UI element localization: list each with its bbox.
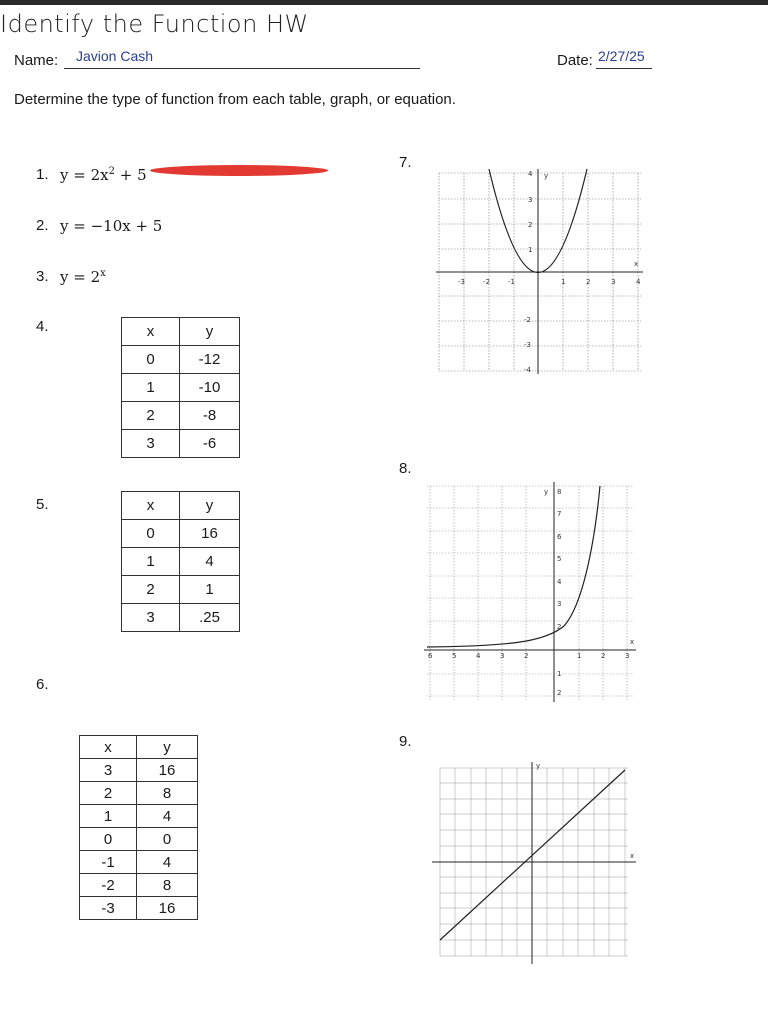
x-axis-label: x (630, 852, 635, 860)
table-header-y: y (180, 318, 240, 346)
x-tick-label: 3 (625, 652, 630, 660)
worksheet-title: Identify the Function HW (0, 10, 309, 38)
table-cell-y: 8 (137, 782, 198, 805)
question-3-lhs: y = 2 (60, 268, 101, 286)
question-6-number: 6. (36, 676, 49, 693)
table-cell-y: 1 (180, 576, 240, 604)
question-1-lhs: y = 2x (60, 166, 109, 184)
y-tick-label: 4 (557, 578, 562, 586)
question-1-rhs: + 5 (114, 166, 147, 184)
red-redaction-mark (150, 165, 328, 176)
date-label: Date: (557, 52, 593, 69)
x-tick-label: 2 (586, 278, 591, 286)
table-header-x: x (122, 318, 180, 346)
x-tick-label: 6 (428, 652, 433, 660)
table-header-y: y (180, 492, 240, 520)
table-row (122, 430, 240, 458)
table-cell-y: -8 (180, 402, 240, 430)
table-row (80, 828, 198, 851)
table-cell-y: 8 (137, 874, 198, 897)
x-tick-label: 3 (500, 652, 505, 660)
table-cell-x: 0 (80, 828, 137, 851)
x-axis-label: x (634, 260, 639, 268)
question-5-number: 5. (36, 496, 49, 513)
y-tick-label: 2 (557, 623, 562, 631)
y-axis-label: y (544, 488, 549, 496)
question-7-graph-svg (436, 166, 646, 376)
date-value: 2/27/25 (598, 48, 645, 64)
table-header-x: x (122, 492, 180, 520)
table-cell-y: .25 (180, 604, 240, 632)
x-tick-label: 5 (452, 652, 457, 660)
question-8-number: 8. (399, 460, 412, 477)
table-row (80, 851, 198, 874)
question-1-exponent: 2 (108, 166, 115, 177)
table-cell-x: 3 (80, 759, 137, 782)
y-tick-label: 3 (557, 600, 562, 608)
exponential-curve (427, 486, 600, 647)
table-header-row (122, 318, 240, 346)
question-9-number: 9. (399, 733, 412, 750)
question-1-number: 1. (36, 166, 49, 183)
y-axis-label: y (544, 172, 549, 180)
y-tick-label: 1 (528, 246, 533, 254)
y-tick-label: 6 (557, 533, 562, 541)
table-cell-y: 16 (137, 759, 198, 782)
table-cell-y: -6 (180, 430, 240, 458)
table-cell-x: 1 (122, 548, 180, 576)
y-tick-label: 1 (557, 670, 562, 678)
table-row (80, 759, 198, 782)
question-4-number: 4. (36, 318, 49, 335)
table-cell-y: 4 (137, 805, 198, 828)
question-6-table (79, 735, 198, 920)
table-cell-x: 1 (80, 805, 137, 828)
table-header-x: x (80, 736, 137, 759)
question-2-number: 2. (36, 217, 49, 234)
name-label: Name: (14, 52, 59, 69)
graph-grid (427, 486, 634, 700)
name-value: Javion Cash (76, 48, 154, 64)
y-tick-label: 2 (528, 221, 533, 229)
table-cell-x: 2 (122, 576, 180, 604)
x-tick-label: 2 (524, 652, 529, 660)
table-cell-y: 16 (180, 520, 240, 548)
y-tick-label: 7 (557, 510, 562, 518)
x-tick-label: 4 (636, 278, 641, 286)
x-tick-label: -1 (508, 278, 515, 286)
table-row (80, 874, 198, 897)
table-cell-y: 16 (137, 897, 198, 920)
table-row (122, 402, 240, 430)
y-tick-label: -4 (524, 366, 531, 374)
table-row (80, 897, 198, 920)
x-tick-label: -2 (483, 278, 490, 286)
table-row (80, 805, 198, 828)
name-line (64, 68, 420, 69)
question-5-table (121, 491, 240, 632)
table-header-y: y (137, 736, 198, 759)
instructions: Determine the type of function from each table, graph, or equation. (14, 91, 456, 108)
question-8-graph-svg (424, 478, 638, 702)
question-7-graph (436, 166, 646, 376)
x-tick-label: 3 (611, 278, 616, 286)
table-row (122, 346, 240, 374)
y-tick-label: -3 (524, 341, 531, 349)
table-cell-x: 3 (122, 604, 180, 632)
question-4-table (121, 317, 240, 458)
y-tick-label: 3 (528, 196, 533, 204)
table-row (122, 374, 240, 402)
table-cell-y: 4 (137, 851, 198, 874)
table-cell-x: 0 (122, 346, 180, 374)
x-tick-label: 1 (561, 278, 566, 286)
question-8-graph (424, 478, 638, 702)
question-3-exponent: x (100, 268, 106, 279)
table-cell-x: -1 (80, 851, 137, 874)
table-cell-y: -12 (180, 346, 240, 374)
question-7-number: 7. (399, 154, 412, 171)
question-2-equation: y = −10x + 5 (60, 217, 163, 235)
table-header-row (122, 492, 240, 520)
question-9-graph-svg (432, 760, 638, 966)
table-header-row (80, 736, 198, 759)
y-tick-label: -2 (524, 316, 531, 324)
table-cell-y: -10 (180, 374, 240, 402)
date-line (596, 68, 652, 69)
table-row (122, 604, 240, 632)
table-cell-x: 3 (122, 430, 180, 458)
table-cell-x: -2 (80, 874, 137, 897)
question-9-graph (432, 760, 638, 966)
table-cell-x: 0 (122, 520, 180, 548)
table-cell-y: 4 (180, 548, 240, 576)
y-tick-label: 4 (528, 170, 533, 178)
table-row (122, 548, 240, 576)
x-tick-label: -3 (458, 278, 465, 286)
top-border (0, 0, 768, 5)
y-tick-label: 2 (557, 689, 562, 697)
x-tick-label: 2 (601, 652, 606, 660)
x-tick-label: 1 (577, 652, 582, 660)
y-tick-label: 8 (557, 488, 562, 496)
y-axis-label: y (536, 762, 541, 770)
x-tick-label: 4 (476, 652, 481, 660)
table-row (122, 576, 240, 604)
table-row (122, 520, 240, 548)
y-tick-label: 5 (557, 555, 562, 563)
table-cell-y: 0 (137, 828, 198, 851)
table-cell-x: -3 (80, 897, 137, 920)
table-cell-x: 2 (122, 402, 180, 430)
table-cell-x: 1 (122, 374, 180, 402)
x-axis-label: x (630, 638, 635, 646)
question-3-equation (60, 268, 106, 286)
question-3-number: 3. (36, 268, 49, 285)
table-row (80, 782, 198, 805)
question-1-equation (60, 166, 147, 184)
table-cell-x: 2 (80, 782, 137, 805)
